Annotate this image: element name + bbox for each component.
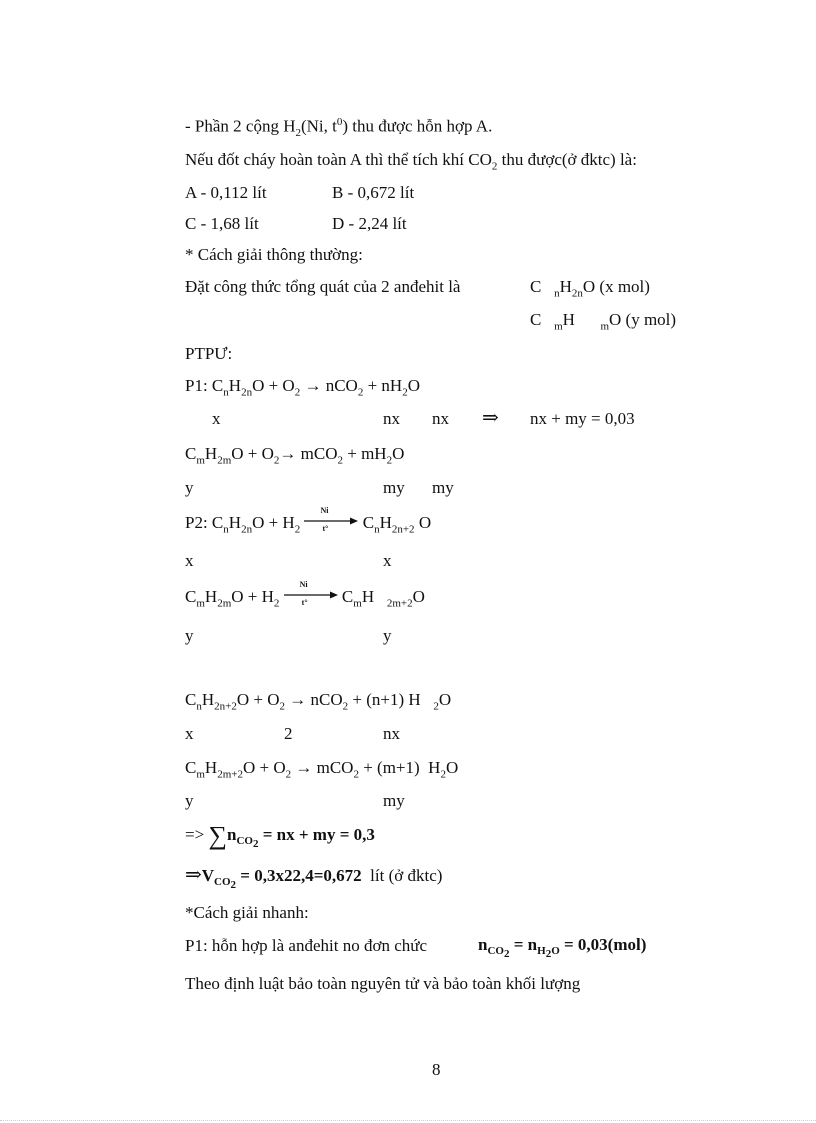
sum-equation: nx + my = 0,03 [530, 409, 635, 428]
coef-2: 2 [284, 724, 293, 743]
coef-y-3: y [185, 791, 194, 810]
formula-intro: Đặt công thức tổng quát của 2 anđehit là [185, 277, 461, 296]
coef-y-p2-product: y [383, 626, 392, 645]
line-part2: - Phần 2 cộng $H_2(Ni$, $t^0$) thu được hỗn hợp A. [185, 116, 493, 140]
reaction-arrow-icon: Ni t° [284, 587, 338, 605]
eq-m-combustion: $C_mH_{2m}O + O_2\to mCO_2 + mH_2O$ [185, 444, 405, 467]
ptpu-label: PTPƯ: [185, 344, 233, 363]
reaction-arrow-icon: Ni t° [304, 513, 358, 531]
formula-1: C $_nH_{2n}O$ (x mol) [530, 277, 650, 300]
coef-nx-2: nx [432, 409, 449, 428]
coef-my-3: my [383, 791, 405, 810]
eq-p1: P1: $C_nH_{2n}O + O_2 \to nCO_2 + nH_2O$ [185, 376, 420, 399]
page-number: 8 [432, 1060, 441, 1079]
option-d: D - 2,24 lít [332, 214, 407, 233]
coef-x-p2: x [185, 551, 194, 570]
coef-x-3: x [185, 724, 194, 743]
coef-x-p2-product: x [383, 551, 392, 570]
coef-y: y [185, 478, 194, 497]
option-c: C - 1,68 lít [185, 214, 259, 233]
eq-alcohol-m-combustion: $C_mH_{2m+2}O + O_2 \to mCO_2 + (m+1)$ $H_2O$ [185, 758, 459, 781]
fast-method-heading: *Cách giải nhanh: [185, 903, 309, 922]
volume-co2: $\Rightarrow V_{CO_2} = 0,3x22,4=0,672$ lít (ở đktc) [185, 864, 443, 892]
coef-my-2: my [432, 478, 454, 497]
eq-p2-m: $C_mH_{2m}O + H_2$ Ni t° $C_mH$ $_{2m+2}$O [185, 580, 425, 610]
method-heading: * Cách giải thông thường: [185, 245, 363, 264]
coef-x: x [212, 409, 221, 428]
eq-p2: P2: $C_nH_{2n}O + H_2$ Ni t° $C_nH_{2n+2}$ O [185, 506, 432, 536]
sum-co2: => $\sum n_{CO_2}$ = nx + my = 0,3 [185, 821, 375, 851]
coef-nx-3: nx [383, 724, 400, 743]
coef-nx-1: nx [383, 409, 400, 428]
eq-alcohol-n-combustion: $C_nH_{2n+2}O + O_2 \to nCO_2 + (n+1)$ H $_2$O [185, 690, 452, 713]
option-b: B - 0,672 lít [332, 183, 415, 202]
fast-method-equation: $n_{CO_2} = n_{H_2O} = 0,03(mol)$ [478, 935, 647, 961]
bottom-divider [0, 1120, 816, 1121]
fast-method-p1: P1: hỗn hợp là anđehit no đơn chức [185, 936, 428, 955]
line-question: Nếu đốt cháy hoàn toàn A thì thể tích khí $CO_2$ thu được(ở đktc) là: [185, 150, 637, 173]
coef-my-1: my [383, 478, 405, 497]
option-a: A - 0,112 lít [185, 183, 267, 202]
coef-y-p2: y [185, 626, 194, 645]
formula-2: C $_m$H $_m$O (y mol) [530, 310, 677, 333]
implies-symbol: ⇒ [482, 407, 499, 429]
conservation-law: Theo định luật bảo toàn nguyên tử và bảo toàn khối lượng [185, 974, 581, 993]
